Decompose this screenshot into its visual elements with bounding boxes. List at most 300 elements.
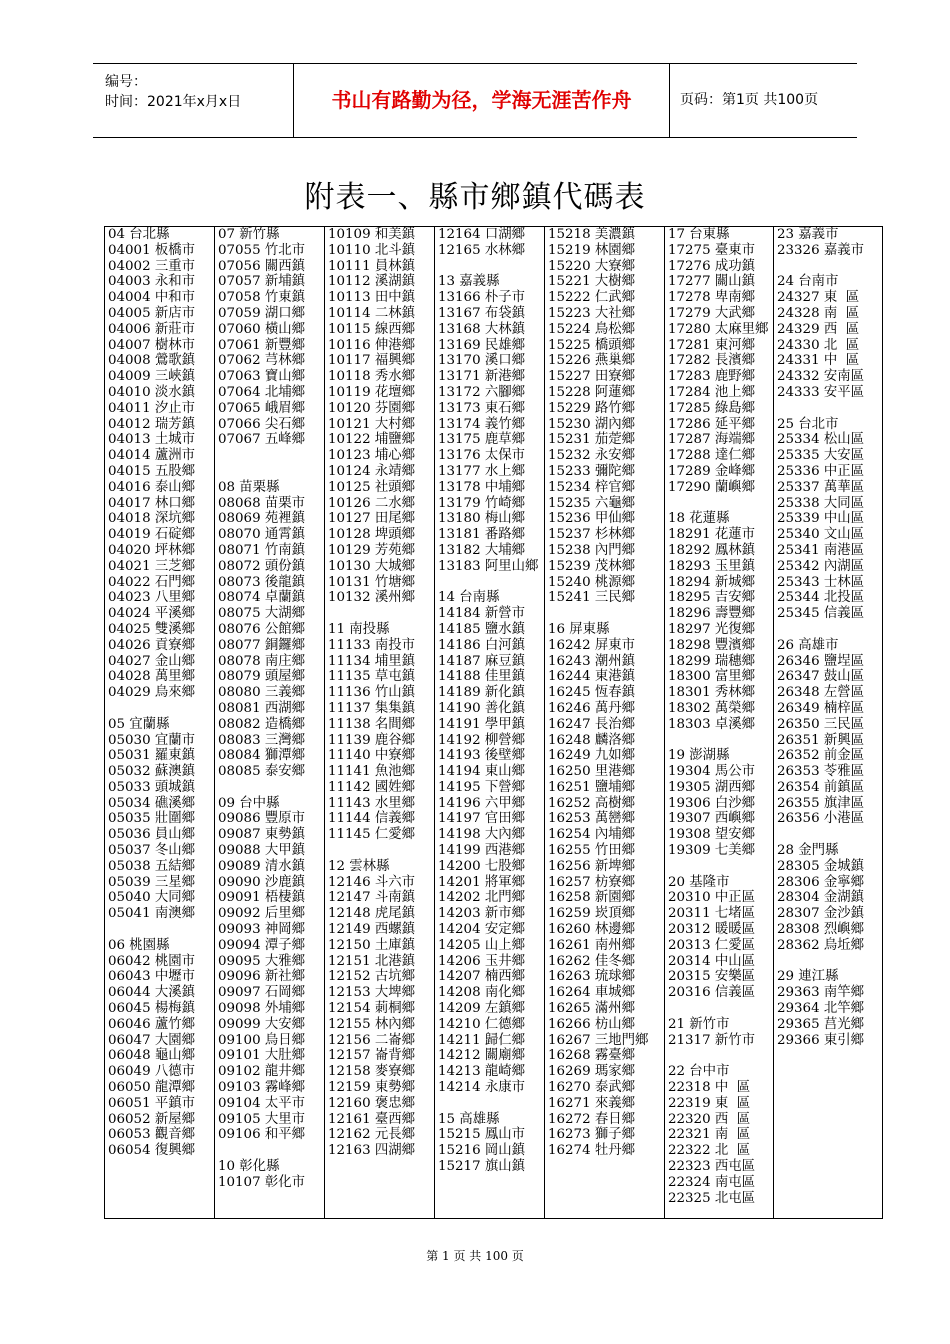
header-meta xyxy=(93,64,294,137)
list-item: 15240 桃源鄉 xyxy=(548,574,636,590)
list-item: 04025 雙溪鄉 xyxy=(108,621,196,637)
list-item: 14186 白河鎮 xyxy=(438,637,526,653)
list-item: 25339 中山區 xyxy=(777,511,865,527)
code-table xyxy=(104,226,883,1219)
list-item: 11135 草屯鎮 xyxy=(328,669,416,685)
list-item: 12156 二崙鄉 xyxy=(328,1032,416,1048)
list-item: 14203 新市鄉 xyxy=(438,906,526,922)
list-item: 08070 通霄鎮 xyxy=(218,527,306,543)
list-item: 06054 復興鄉 xyxy=(108,1143,196,1159)
list-item: 13175 鹿草鄉 xyxy=(438,432,526,448)
list-item: 26355 旗津區 xyxy=(777,795,865,811)
list-item: 14200 七股鄉 xyxy=(438,858,526,874)
blank-line xyxy=(218,448,324,464)
list-item: 14195 下營鄉 xyxy=(438,779,526,795)
list-item: 22322 北 區 xyxy=(668,1143,751,1159)
list-item: 05040 大同鄉 xyxy=(108,890,196,906)
list-item: 07060 橫山鄉 xyxy=(218,321,306,337)
list-item: 09091 梧棲鎮 xyxy=(218,890,306,906)
list-item: 18297 光復鄉 xyxy=(668,621,756,637)
list-item: 16269 瑪家鄉 xyxy=(548,1064,636,1080)
list-item: 09098 外埔鄉 xyxy=(218,1001,306,1017)
blank-line xyxy=(108,701,214,717)
blank-line xyxy=(328,843,434,859)
list-item: 29364 北竿鄉 xyxy=(777,1001,865,1017)
code-column xyxy=(545,227,665,1219)
list-item: 05036 員山鄉 xyxy=(108,827,196,843)
list-item: 16246 萬丹鄉 xyxy=(548,700,636,716)
list-item: 14190 善化鎮 xyxy=(438,700,526,716)
list-item: 13173 東石鄉 xyxy=(438,400,526,416)
document-title: 附表一、縣市鄉鎮代碼表 xyxy=(304,180,646,215)
list-item: 09092 后里鄉 xyxy=(218,906,306,922)
list-item: 17277 關山鎮 xyxy=(668,274,756,290)
list-item: 09100 烏日鄉 xyxy=(218,1032,306,1048)
list-item: 05034 礁溪鄉 xyxy=(108,795,196,811)
code-column xyxy=(665,227,774,1219)
list-item: 25334 松山區 xyxy=(777,432,865,448)
list-item: 04002 三重市 xyxy=(108,258,196,274)
blank-line xyxy=(548,606,664,622)
header-motto: 书山有路勤为径，学海无涯苦作舟 xyxy=(294,64,670,137)
list-item: 17279 大武鄉 xyxy=(668,305,756,321)
list-item: 14187 麻豆鎮 xyxy=(438,653,526,669)
list-item: 14201 將軍鄉 xyxy=(438,874,526,890)
list-item: 15221 大樹鄉 xyxy=(548,274,636,290)
list-item: 09101 大肚鄉 xyxy=(218,1048,306,1064)
list-item: 14213 龍崎鄉 xyxy=(438,1064,526,1080)
list-item: 04 台北縣 xyxy=(108,227,170,242)
list-item: 25341 南港區 xyxy=(777,542,865,558)
list-item: 11139 鹿谷鄉 xyxy=(328,732,416,748)
list-item: 24 台南市 xyxy=(777,274,839,290)
table-row xyxy=(105,227,883,1219)
list-item: 16260 林邊鄉 xyxy=(548,922,636,938)
list-item: 08081 西湖鄉 xyxy=(218,700,306,716)
list-item: 11142 國姓鄉 xyxy=(328,779,416,795)
list-item: 22 台中市 xyxy=(668,1064,730,1080)
blank-line xyxy=(438,575,544,591)
list-item: 06042 桃園市 xyxy=(108,953,196,969)
page-footer: 第 1 页 共 100 页 xyxy=(426,1249,524,1263)
list-item: 14192 柳營鄉 xyxy=(438,732,526,748)
list-item: 10107 彰化市 xyxy=(218,1174,306,1190)
list-item: 12152 古坑鄉 xyxy=(328,969,416,985)
list-item: 10115 線西鄉 xyxy=(328,321,416,337)
list-item: 20316 信義區 xyxy=(668,985,756,1001)
list-item: 05 宜蘭縣 xyxy=(108,716,170,732)
list-item: 06050 龍潭鄉 xyxy=(108,1080,196,1096)
list-item: 25342 內湖區 xyxy=(777,558,865,574)
list-item: 05041 南澳鄉 xyxy=(108,906,196,922)
blank-line xyxy=(668,1048,773,1064)
list-item: 25344 北投區 xyxy=(777,590,865,606)
list-item: 15233 彌陀鄉 xyxy=(548,463,636,479)
list-item: 13171 新港鄉 xyxy=(438,369,526,385)
list-item: 18303 卓溪鄉 xyxy=(668,716,756,732)
list-item: 15218 美濃鎮 xyxy=(548,227,636,242)
list-item: 20 基隆市 xyxy=(668,874,730,890)
list-item: 04029 烏來鄉 xyxy=(108,685,196,701)
list-item: 21317 新竹市 xyxy=(668,1032,756,1048)
list-item: 11143 水里鄉 xyxy=(328,795,416,811)
list-item: 08084 獅潭鄉 xyxy=(218,748,306,764)
list-item: 12165 水林鄉 xyxy=(438,242,526,258)
list-item: 14188 佳里鎮 xyxy=(438,669,526,685)
list-item: 18296 壽豐鄉 xyxy=(668,606,756,622)
list-item: 26346 鹽埕區 xyxy=(777,653,865,669)
list-item: 13170 溪口鄉 xyxy=(438,353,526,369)
list-item: 13169 民雄鄉 xyxy=(438,337,526,353)
list-item: 04023 八里鄉 xyxy=(108,590,196,606)
list-item: 19305 湖西鄉 xyxy=(668,779,756,795)
list-item: 19307 西嶼鄉 xyxy=(668,811,756,827)
list-item: 16257 枋寮鄉 xyxy=(548,874,636,890)
list-item: 25338 大同區 xyxy=(777,495,865,511)
blank-line xyxy=(777,954,882,970)
list-item: 17283 鹿野鄉 xyxy=(668,369,756,385)
list-item: 28304 金湖鎮 xyxy=(777,890,865,906)
list-item: 18293 玉里鎮 xyxy=(668,558,756,574)
list-item: 26 高雄市 xyxy=(777,637,839,653)
list-item: 10117 福興鄉 xyxy=(328,353,416,369)
list-item: 10119 花壇鄉 xyxy=(328,384,416,400)
list-item: 04028 萬里鄉 xyxy=(108,669,196,685)
list-item: 16242 屏東市 xyxy=(548,637,636,653)
list-item: 12163 四湖鄉 xyxy=(328,1143,416,1159)
list-item: 08079 頭屋鄉 xyxy=(218,669,306,685)
list-item: 04008 鶯歌鎮 xyxy=(108,353,196,369)
list-item: 26356 小港區 xyxy=(777,811,865,827)
list-item: 04006 新莊市 xyxy=(108,321,196,337)
list-item: 17290 蘭嶼鄉 xyxy=(668,479,756,495)
list-item: 16247 長治鄉 xyxy=(548,716,636,732)
list-item: 16251 鹽埔鄉 xyxy=(548,779,636,795)
list-item: 11133 南投市 xyxy=(328,637,416,653)
list-item: 09097 石岡鄉 xyxy=(218,985,306,1001)
list-item: 12161 臺西鄉 xyxy=(328,1111,416,1127)
list-item: 15227 田寮鄉 xyxy=(548,369,636,385)
list-item: 13174 義竹鄉 xyxy=(438,416,526,432)
list-item: 16256 新埤鄉 xyxy=(548,858,636,874)
list-item: 26354 前鎮區 xyxy=(777,779,865,795)
list-item: 04014 蘆洲市 xyxy=(108,448,196,464)
list-item: 25340 文山區 xyxy=(777,527,865,543)
list-item: 13178 中埔鄉 xyxy=(438,479,526,495)
blank-line xyxy=(438,259,544,275)
list-item: 15216 岡山鎮 xyxy=(438,1143,526,1159)
list-item: 04007 樹林市 xyxy=(108,337,196,353)
list-item: 14197 官田鄉 xyxy=(438,811,526,827)
list-item: 24333 安平區 xyxy=(777,384,865,400)
list-item: 25336 中正區 xyxy=(777,463,865,479)
list-item: 14199 西港鄉 xyxy=(438,843,526,859)
list-item: 17282 長濱鄉 xyxy=(668,353,756,369)
list-item: 20314 中山區 xyxy=(668,953,756,969)
code-column xyxy=(435,227,545,1219)
list-item: 13179 竹崎鄉 xyxy=(438,495,526,511)
list-item: 06053 觀音鄉 xyxy=(108,1127,196,1143)
list-item: 28305 金城鎮 xyxy=(777,858,865,874)
list-item: 11144 信義鄉 xyxy=(328,811,416,827)
list-item: 16258 新園鄉 xyxy=(548,890,636,906)
list-item: 15 高雄縣 xyxy=(438,1111,500,1127)
list-item: 10112 溪湖鎮 xyxy=(328,274,416,290)
list-item: 08080 三義鄉 xyxy=(218,685,306,701)
list-item: 14194 東山鄉 xyxy=(438,764,526,780)
list-item: 08073 後龍鎮 xyxy=(218,574,306,590)
list-item: 19304 馬公市 xyxy=(668,764,756,780)
blank-line xyxy=(777,259,882,275)
list-item: 16266 枋山鄉 xyxy=(548,1016,636,1032)
list-item: 25343 士林區 xyxy=(777,574,865,590)
list-item: 04018 深坑鄉 xyxy=(108,511,196,527)
list-item: 05038 五結鄉 xyxy=(108,858,196,874)
list-item: 15220 大寮鄉 xyxy=(548,258,636,274)
list-item: 17278 卑南鄉 xyxy=(668,290,756,306)
list-item: 14202 北門鄉 xyxy=(438,890,526,906)
list-item: 15219 林園鄉 xyxy=(548,242,636,258)
list-item: 05035 壯圍鄉 xyxy=(108,811,196,827)
list-item: 08082 造橋鄉 xyxy=(218,716,306,732)
list-item: 05030 宜蘭市 xyxy=(108,732,196,748)
list-item: 11137 集集鎮 xyxy=(328,700,416,716)
blank-line xyxy=(218,1143,324,1159)
list-item: 19 澎湖縣 xyxy=(668,748,730,764)
list-item: 17281 東河鄉 xyxy=(668,337,756,353)
list-item: 04027 金山鄉 xyxy=(108,653,196,669)
list-item: 20310 中正區 xyxy=(668,890,756,906)
list-item: 22320 西 區 xyxy=(668,1111,751,1127)
list-item: 13168 大林鎮 xyxy=(438,321,526,337)
list-item: 17 台東縣 xyxy=(668,227,730,242)
list-item: 12159 東勢鄉 xyxy=(328,1080,416,1096)
list-item: 18302 萬榮鄉 xyxy=(668,700,756,716)
list-item: 07063 寶山鄉 xyxy=(218,369,306,385)
code-column xyxy=(774,227,883,1219)
list-item: 13182 大埔鄉 xyxy=(438,542,526,558)
list-item: 09095 大雅鄉 xyxy=(218,953,306,969)
list-item: 10116 伸港鄉 xyxy=(328,337,416,353)
list-item: 14211 歸仁鄉 xyxy=(438,1032,526,1048)
list-item: 04012 瑞芳鎮 xyxy=(108,416,196,432)
list-item: 08068 苗栗市 xyxy=(218,495,306,511)
list-item: 26348 左營區 xyxy=(777,685,865,701)
list-item: 16254 內埔鄉 xyxy=(548,827,636,843)
list-item: 06 桃園縣 xyxy=(108,937,170,953)
list-item: 17288 達仁鄉 xyxy=(668,448,756,464)
list-item: 26349 楠梓區 xyxy=(777,700,865,716)
list-item: 16248 麟洛鄉 xyxy=(548,732,636,748)
list-item: 07059 湖口鄉 xyxy=(218,305,306,321)
list-item: 20311 七堵區 xyxy=(668,906,756,922)
list-item: 24328 南 區 xyxy=(777,305,860,321)
list-item: 10130 大城鄉 xyxy=(328,558,416,574)
list-item: 04019 石碇鄉 xyxy=(108,527,196,543)
list-item: 16 屏東縣 xyxy=(548,621,610,637)
list-item: 09099 大安鄉 xyxy=(218,1016,306,1032)
list-item: 15241 三民鄉 xyxy=(548,590,636,606)
list-item: 08069 苑裡鎮 xyxy=(218,511,306,527)
list-item: 14204 安定鄉 xyxy=(438,922,526,938)
list-item: 15236 甲仙鄉 xyxy=(548,511,636,527)
list-item: 11140 中寮鄉 xyxy=(328,748,416,764)
list-item: 14189 新化鎮 xyxy=(438,685,526,701)
list-item: 14193 後壁鄉 xyxy=(438,748,526,764)
list-item: 09096 新社鄉 xyxy=(218,969,306,985)
list-item: 10131 竹塘鄉 xyxy=(328,574,416,590)
list-item: 14206 玉井鄉 xyxy=(438,953,526,969)
number-label: 编号： xyxy=(105,74,147,90)
list-item: 15229 路竹鄉 xyxy=(548,400,636,416)
list-item: 23 嘉義市 xyxy=(777,227,839,242)
list-item: 15238 內門鄉 xyxy=(548,542,636,558)
list-item: 18295 吉安鄉 xyxy=(668,590,756,606)
time-label: 时间：2021年x月x日 xyxy=(105,94,242,110)
list-item: 13172 六腳鄉 xyxy=(438,384,526,400)
list-item: 22318 中 區 xyxy=(668,1080,751,1096)
list-item: 22319 東 區 xyxy=(668,1095,751,1111)
list-item: 16243 潮州鎮 xyxy=(548,653,636,669)
list-item: 05039 三星鄉 xyxy=(108,874,196,890)
list-item: 08071 竹南鎮 xyxy=(218,542,306,558)
blank-line xyxy=(218,464,324,480)
list-item: 04004 中和市 xyxy=(108,290,196,306)
list-item: 10113 田中鎮 xyxy=(328,290,416,306)
list-item: 15217 旗山鎮 xyxy=(438,1159,526,1175)
blank-line xyxy=(668,496,773,512)
list-item: 20312 暖暖區 xyxy=(668,922,756,938)
list-item: 28308 烈嶼鄉 xyxy=(777,922,865,938)
list-item: 06045 楊梅鎮 xyxy=(108,1001,196,1017)
list-item: 10123 埔心鄉 xyxy=(328,448,416,464)
list-item: 17276 成功鎮 xyxy=(668,258,756,274)
list-item: 15235 六龜鄉 xyxy=(548,495,636,511)
list-item: 05031 羅東鎮 xyxy=(108,748,196,764)
list-item: 18301 秀林鄉 xyxy=(668,685,756,701)
list-item: 14207 楠西鄉 xyxy=(438,969,526,985)
list-item: 08072 頭份鎮 xyxy=(218,558,306,574)
list-item: 09106 和平鄉 xyxy=(218,1127,306,1143)
list-item: 12150 土庫鎮 xyxy=(328,937,416,953)
list-item: 04020 坪林鄉 xyxy=(108,542,196,558)
list-item: 15223 大社鄉 xyxy=(548,305,636,321)
list-item: 10110 北斗鎮 xyxy=(328,242,416,258)
list-item: 09093 神岡鄉 xyxy=(218,922,306,938)
list-item: 16273 獅子鄉 xyxy=(548,1127,636,1143)
list-item: 12153 大埤鄉 xyxy=(328,985,416,1001)
list-item: 24330 北 區 xyxy=(777,337,860,353)
list-item: 12148 虎尾鎮 xyxy=(328,906,416,922)
list-item: 25345 信義區 xyxy=(777,606,865,622)
list-item: 28362 烏坵鄉 xyxy=(777,937,865,953)
list-item: 11134 埔里鎮 xyxy=(328,653,416,669)
list-item: 24332 安南區 xyxy=(777,369,865,385)
list-item: 09086 豐原市 xyxy=(218,811,306,827)
blank-line xyxy=(438,1096,544,1112)
list-item: 14185 鹽水鎮 xyxy=(438,621,526,637)
list-item: 18 花蓮縣 xyxy=(668,511,730,527)
list-item: 26352 前金區 xyxy=(777,748,865,764)
list-item: 07065 峨眉鄉 xyxy=(218,400,306,416)
list-item: 15237 杉林鄉 xyxy=(548,527,636,543)
list-item: 12146 斗六市 xyxy=(328,874,416,890)
list-item: 14205 山上鄉 xyxy=(438,937,526,953)
list-item: 15226 燕巢鄉 xyxy=(548,353,636,369)
list-item: 22323 西屯區 xyxy=(668,1159,756,1175)
list-item: 04026 貢寮鄉 xyxy=(108,637,196,653)
list-item: 11138 名間鄉 xyxy=(328,716,416,732)
list-item: 28 金門縣 xyxy=(777,843,839,859)
code-column xyxy=(105,227,215,1219)
blank-line xyxy=(777,622,882,638)
list-item: 08075 大湖鄉 xyxy=(218,606,306,622)
list-item: 15215 鳳山市 xyxy=(438,1127,526,1143)
list-item: 18294 新城鄉 xyxy=(668,574,756,590)
blank-line xyxy=(777,401,882,417)
list-item: 15222 仁武鄉 xyxy=(548,290,636,306)
list-item: 06044 大溪鎮 xyxy=(108,985,196,1001)
list-item: 07055 竹北市 xyxy=(218,242,306,258)
list-item: 08078 南庄鄉 xyxy=(218,653,306,669)
list-item: 05037 冬山鄉 xyxy=(108,843,196,859)
list-item: 16249 九如鄉 xyxy=(548,748,636,764)
list-item: 07061 新豐鄉 xyxy=(218,337,306,353)
blank-line xyxy=(668,1001,773,1017)
list-item: 13167 布袋鎮 xyxy=(438,305,526,321)
list-item: 06047 大園鄉 xyxy=(108,1032,196,1048)
list-item: 14214 永康市 xyxy=(438,1080,526,1096)
list-item: 14 台南縣 xyxy=(438,590,500,606)
list-item: 22325 北屯區 xyxy=(668,1190,756,1206)
list-item: 17285 綠島鄉 xyxy=(668,400,756,416)
list-item: 04003 永和市 xyxy=(108,274,196,290)
list-item: 04021 三芝鄉 xyxy=(108,558,196,574)
list-item: 08085 泰安鄉 xyxy=(218,764,306,780)
list-item: 06052 新屋鄉 xyxy=(108,1111,196,1127)
blank-line xyxy=(108,922,214,938)
list-item: 26350 三民區 xyxy=(777,716,865,732)
list-item: 16250 里港鄉 xyxy=(548,764,636,780)
list-item: 24329 西 區 xyxy=(777,321,860,337)
list-item: 22321 南 區 xyxy=(668,1127,751,1143)
list-item: 15224 鳥松鄉 xyxy=(548,321,636,337)
list-item: 16272 春日鄉 xyxy=(548,1111,636,1127)
list-item: 23326 嘉義市 xyxy=(777,242,865,258)
list-item: 09102 龍井鄉 xyxy=(218,1064,306,1080)
list-item: 16244 東港鎮 xyxy=(548,669,636,685)
list-item: 09090 沙鹿鎮 xyxy=(218,874,306,890)
list-item: 09089 清水鎮 xyxy=(218,858,306,874)
list-item: 15225 橋頭鄉 xyxy=(548,337,636,353)
list-item: 17286 延平鄉 xyxy=(668,416,756,432)
list-item: 04010 淡水鎮 xyxy=(108,384,196,400)
list-item: 10114 二林鎮 xyxy=(328,305,416,321)
list-item: 09088 大甲鎮 xyxy=(218,843,306,859)
list-item: 18298 豐濱鄉 xyxy=(668,637,756,653)
list-item: 08076 公館鄉 xyxy=(218,621,306,637)
list-item: 13166 朴子市 xyxy=(438,290,526,306)
list-item: 25 台北市 xyxy=(777,416,839,432)
list-item: 15232 永安鄉 xyxy=(548,448,636,464)
list-item: 10 彰化縣 xyxy=(218,1159,280,1175)
blank-line xyxy=(218,780,324,796)
list-item: 12151 北港鎮 xyxy=(328,953,416,969)
list-item: 16245 恆春鎮 xyxy=(548,685,636,701)
list-item: 16270 泰武鄉 xyxy=(548,1080,636,1096)
list-item: 18291 花蓮市 xyxy=(668,527,756,543)
list-item: 11141 魚池鄉 xyxy=(328,764,416,780)
